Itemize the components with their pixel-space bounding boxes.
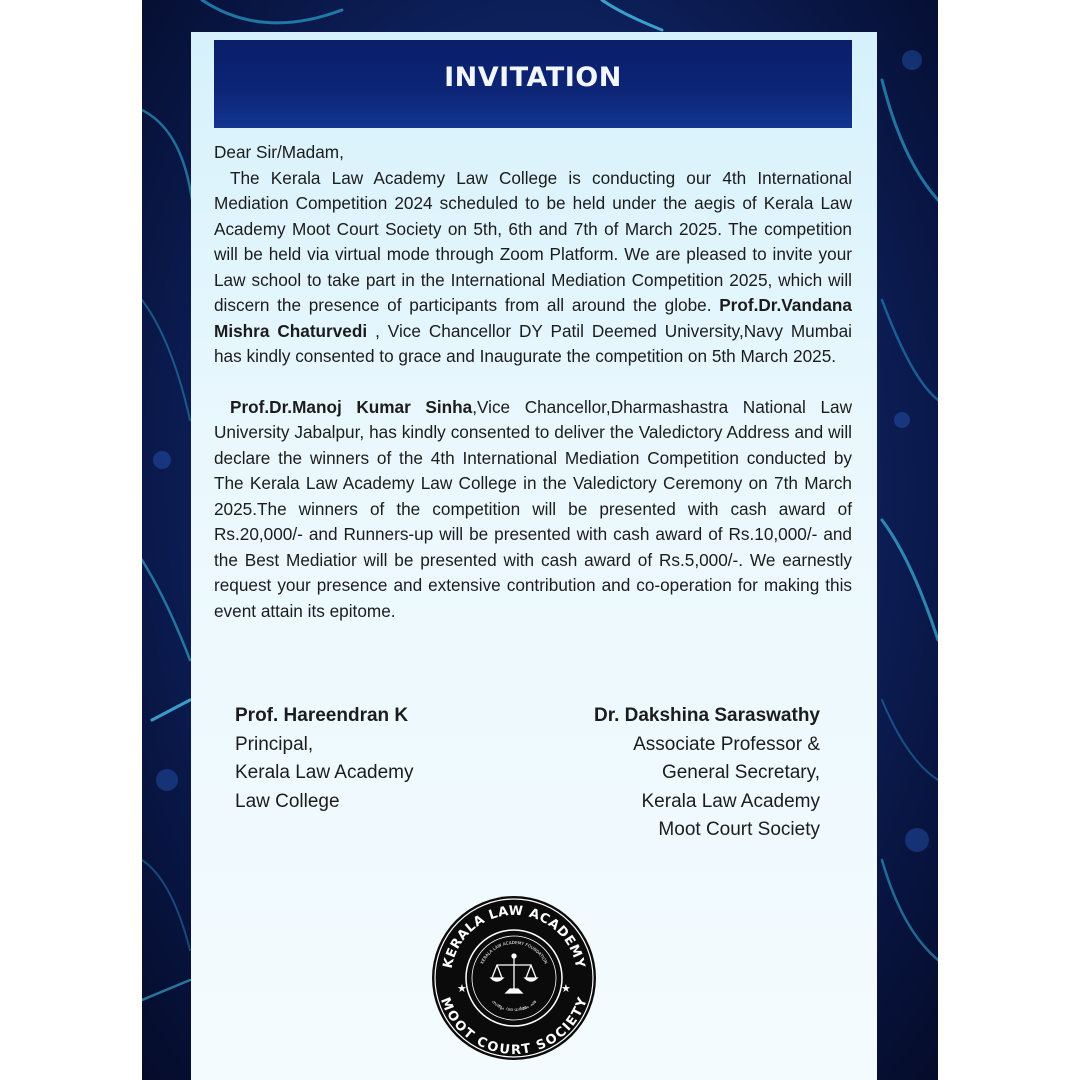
signatory-line: Moot Court Society <box>658 819 820 840</box>
title-banner <box>214 40 852 128</box>
signatory-name: Prof. Hareendran K <box>235 705 409 726</box>
inaugural-guest-name: Prof.Dr.Vandana Mishra Chaturvedi <box>214 295 852 341</box>
signatory-principal <box>235 702 414 816</box>
signatory-line: Associate Professor & <box>633 733 820 755</box>
paragraph-2 <box>214 395 852 625</box>
seal-inner-bottom-text: സത്യം വദ ധർമ്മം ചര <box>489 1000 539 1014</box>
seal-top-text: KERALA LAW ACADEMY <box>440 903 588 970</box>
signatory-secretary <box>594 702 820 845</box>
signatory-line: Principal, <box>235 733 314 755</box>
paragraph-1-text-cont: , Vice Chancellor DY Patil Deemed University,Navy Mumbai has kindly consented to grace and Inaugurate the competition on 5th March 2025. <box>214 320 852 366</box>
signatory-line: Law College <box>235 790 340 812</box>
seal-inner-top-text: KERALA LAW ACADEMY FOUNDATION <box>479 939 549 965</box>
paragraph-2-text: ,Vice Chancellor,Dharmashastra National Law University Jabalpur, has kindly consented to deliver the Valedictory Address and will declare the winners of the 4th International Mediation Competition conducted by The Kerala Law Academy Law College in the Valedictory Ceremony on 7th March 2025.The winners of the competition will be presented with cash award of Rs.20,000/- and Runners-up will be presented with cash award of Rs.10,000/- and the Best Mediatior will be presented with cash award of Rs.5,000/-. We earnestly request your presence and extensive contribution and co-operation for making this event attain its epitome. <box>214 396 853 621</box>
seal-star-left-icon: ★ <box>457 982 467 995</box>
seal-bottom-text: MOOT COURT SOCIETY <box>437 995 591 1058</box>
signatory-line: General Secretary, <box>661 762 820 783</box>
signatory-line: Kerala Law Academy <box>235 762 414 783</box>
seal-star-right-icon: ★ <box>561 982 571 995</box>
moot-court-society-seal <box>431 895 597 1061</box>
signatory-name: Dr. Dakshina Saraswathy <box>594 705 820 726</box>
greeting: Dear Sir/Madam, <box>214 142 344 162</box>
signatory-line: Kerala Law Academy <box>641 790 820 812</box>
paragraph-1-text: The Kerala Law Academy Law College is conducting our 4th International Mediation Competition 2024 scheduled to be held under the aegis of Kerala Law Academy Moot Court Society on 5th, 6th and 7th of March 2025. The competition will be held via virtual mode through Zoom Platform. We are pleased to invite your Law school to take part in the International Mediation Competition 2025, which will discern the presence of participants from all around the globe. <box>214 167 852 315</box>
page-title: INVITATION <box>444 62 622 93</box>
valedictory-guest-name: Prof.Dr.Manoj Kumar Sinha <box>230 396 473 417</box>
paragraph-1 <box>214 166 852 370</box>
letter-body <box>214 140 852 624</box>
